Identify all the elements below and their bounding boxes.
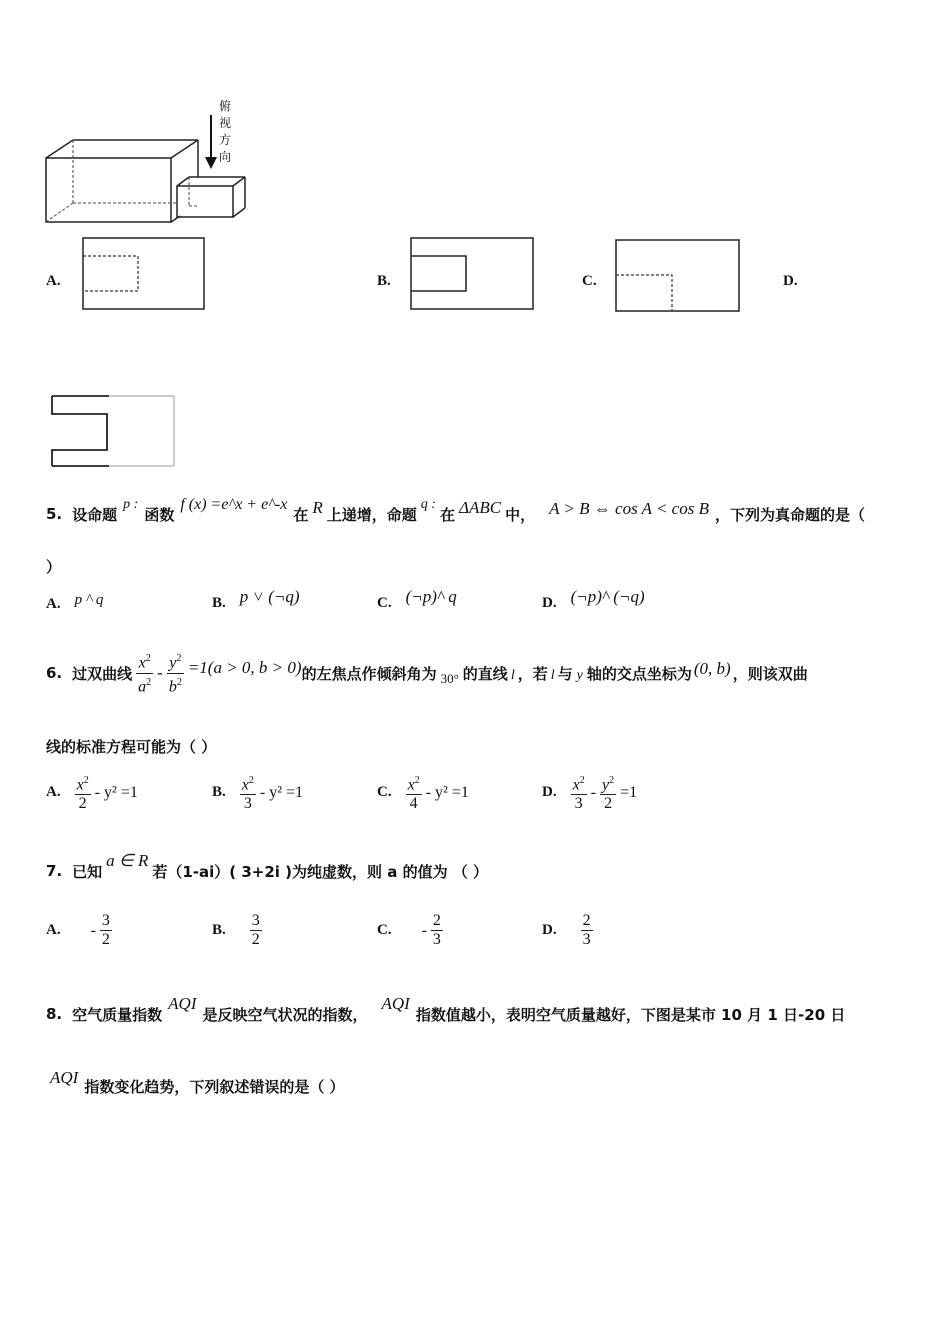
q5-function: f (x) =e^x + e^-x: [180, 496, 288, 513]
q5-number: 5.: [46, 505, 63, 523]
q6-line-l: l: [510, 668, 515, 683]
q8-line-2: [50, 1068, 345, 1104]
q5-text-5: 在: [439, 505, 455, 524]
q8-text-2: 是反映空气状况的指数，: [202, 1005, 368, 1024]
q4-option-a-figure: [81, 237, 206, 311]
q7-option-d-label: D.: [542, 922, 557, 938]
q5-option-a-label: A.: [46, 596, 61, 612]
q5-text-7: ，下列为真命题的是（: [714, 505, 865, 524]
q5-option-b[interactable]: [212, 587, 300, 613]
q8-aqi-3: AQI: [50, 1068, 79, 1087]
q6-text-3: 的直线: [462, 664, 508, 683]
q5-set-r: R: [312, 498, 323, 517]
q6-y-axis: y: [576, 668, 583, 683]
q5-option-d[interactable]: [542, 587, 645, 613]
q6-option-d-rest: =1: [620, 783, 638, 801]
q6-point: (0, b): [693, 659, 731, 678]
q7-option-c-sign: -: [421, 921, 427, 939]
q5-p-symbol: p :: [123, 497, 139, 512]
q7-option-b-label: B.: [212, 922, 226, 938]
q7-option-c[interactable]: [377, 912, 443, 949]
q6-line-l-2: l: [550, 668, 555, 683]
q7-number: 7.: [46, 862, 63, 880]
q6-option-a-rest: - y² =1: [94, 783, 138, 801]
q6-option-c-fraction: $\frac{x^2}{4}$: [406, 772, 422, 813]
q8-aqi-2: AQI: [381, 994, 410, 1013]
q5-option-c-expr: (¬p)^ q: [405, 587, 457, 606]
q4-option-b-label[interactable]: B.: [377, 273, 391, 289]
q5-text-1: 设命题: [72, 505, 118, 524]
q5-text-6: 中，: [505, 505, 536, 524]
q5-option-a[interactable]: [46, 592, 104, 613]
q5-stem: [46, 498, 865, 530]
q6-option-b-fraction: $\frac{x^2}{3}$: [240, 772, 256, 813]
q5-option-b-label: B.: [212, 594, 226, 611]
q5-option-c[interactable]: [377, 587, 457, 613]
q5-text-3: 在: [293, 505, 309, 524]
q6-text-7: ，则该双曲: [732, 664, 808, 683]
q6-text-2: 的左焦点作倾斜角为: [301, 664, 437, 683]
q6-equation-tail: =1(a > 0, b > 0): [187, 658, 302, 677]
q8-number: 8.: [46, 1005, 63, 1023]
q6-text-4: ，若: [517, 664, 548, 683]
q8-text-1: 空气质量指数: [72, 1005, 163, 1024]
q6-line-2: 线的标准方程可能为（ ）: [46, 738, 217, 756]
q6-fraction-y: $\frac{y^2}{b^2}$: [167, 650, 184, 696]
q7-option-a-fraction: $\frac{3}{2}$: [101, 912, 110, 948]
q7-option-d-fraction: $\frac{2}{3}$: [582, 912, 591, 948]
q7-text-2: 若（1-ai）( 3+2i )为纯虚数，则 a 的值为 （ ）: [152, 862, 489, 881]
q7-text-1: 已知: [72, 862, 103, 881]
q8-text-3: 指数值越小，表明空气质量越好，下图是某市 10 月 1 日-20 日: [415, 1005, 846, 1024]
q4-option-d-label[interactable]: D.: [783, 273, 798, 289]
q6-text-6: 轴的交点坐标为: [586, 664, 692, 683]
q7-option-a-sign: -: [90, 921, 96, 939]
q6-option-d-label: D.: [542, 784, 557, 801]
q6-option-d[interactable]: D. $\frac{x^2}{3}$ - $\frac{y^2}{2}$ =1: [542, 772, 637, 813]
q4-option-a-label[interactable]: A.: [46, 273, 61, 289]
q6-option-c-rest: - y² =1: [425, 783, 469, 801]
q6-option-d-fraction-y: $\frac{y^2}{2}$: [600, 772, 616, 813]
q5-option-b-expr: p ˅ (¬q): [239, 587, 300, 606]
q5-option-d-label: D.: [542, 594, 557, 611]
q5-text-4: 上递增，命题: [326, 505, 417, 524]
q6-option-b-rest: - y² =1: [259, 783, 304, 801]
q4-option-b-figure: [409, 237, 535, 311]
q4-option-c-label[interactable]: C.: [582, 273, 597, 289]
q6-stem: 6. 过双曲线 $\frac{x^2}{a^2}$ - $\frac{y^2}{b^2}$ =1(a > 0, b > 0) 的左焦点作倾斜角为 30° 的直线 l ，若 l 与 y 轴的交点坐标为 (0, b) ，则该双曲: [46, 650, 808, 696]
q6-option-a[interactable]: [46, 772, 138, 813]
q6-text-5: 与: [557, 664, 573, 683]
q6-option-a-fraction: $\frac{x^2}{2}$: [75, 772, 91, 813]
q4-option-c-figure: [614, 239, 741, 314]
q8-aqi-1: AQI: [168, 994, 197, 1013]
q6-text-1: 过双曲线: [72, 664, 133, 683]
q6-option-b[interactable]: [212, 772, 303, 813]
q7-option-d[interactable]: [542, 912, 593, 949]
q4-solid-figure: [40, 95, 270, 230]
q7-option-a-label: A.: [46, 922, 61, 938]
q5-option-d-expr: (¬p)^ (¬q): [570, 587, 645, 606]
view-direction-label: 俯视方向: [219, 99, 232, 164]
q8-text-4: 指数变化趋势，下列叙述错误的是（ ）: [84, 1077, 345, 1096]
q6-option-c[interactable]: [377, 772, 469, 813]
q4-option-d-figure: [49, 394, 179, 470]
q7-option-a[interactable]: [46, 912, 112, 949]
q7-option-c-label: C.: [377, 922, 392, 938]
q7-stem: [46, 851, 489, 888]
q6-number: 6.: [46, 664, 63, 682]
q5-condition: A > B ⇔ cos A < cos B: [549, 499, 709, 518]
q6-option-d-fraction-x: $\frac{x^2}{3}$: [571, 772, 587, 813]
q6-angle: 30°: [440, 671, 459, 686]
q5-option-a-expr: p ^ q: [74, 592, 104, 608]
q7-condition: a ∈ R: [106, 851, 149, 870]
q6-fraction-x: $\frac{x^2}{a^2}$: [136, 650, 153, 696]
q5-close-paren: ）: [46, 558, 62, 576]
q7-option-c-fraction: $\frac{2}{3}$: [432, 912, 441, 948]
q5-q-symbol: q :: [420, 497, 436, 512]
q6-option-a-label: A.: [46, 784, 61, 801]
q7-option-b-fraction: $\frac{3}{2}$: [251, 912, 260, 948]
q6-option-c-label: C.: [377, 784, 392, 801]
q6-option-b-label: B.: [212, 784, 226, 801]
q8-stem: [46, 996, 845, 1032]
q7-option-b[interactable]: [212, 912, 262, 949]
q5-text-2: 函数: [144, 505, 175, 524]
q5-triangle: ΔABC: [458, 498, 502, 517]
q5-option-c-label: C.: [377, 594, 392, 611]
